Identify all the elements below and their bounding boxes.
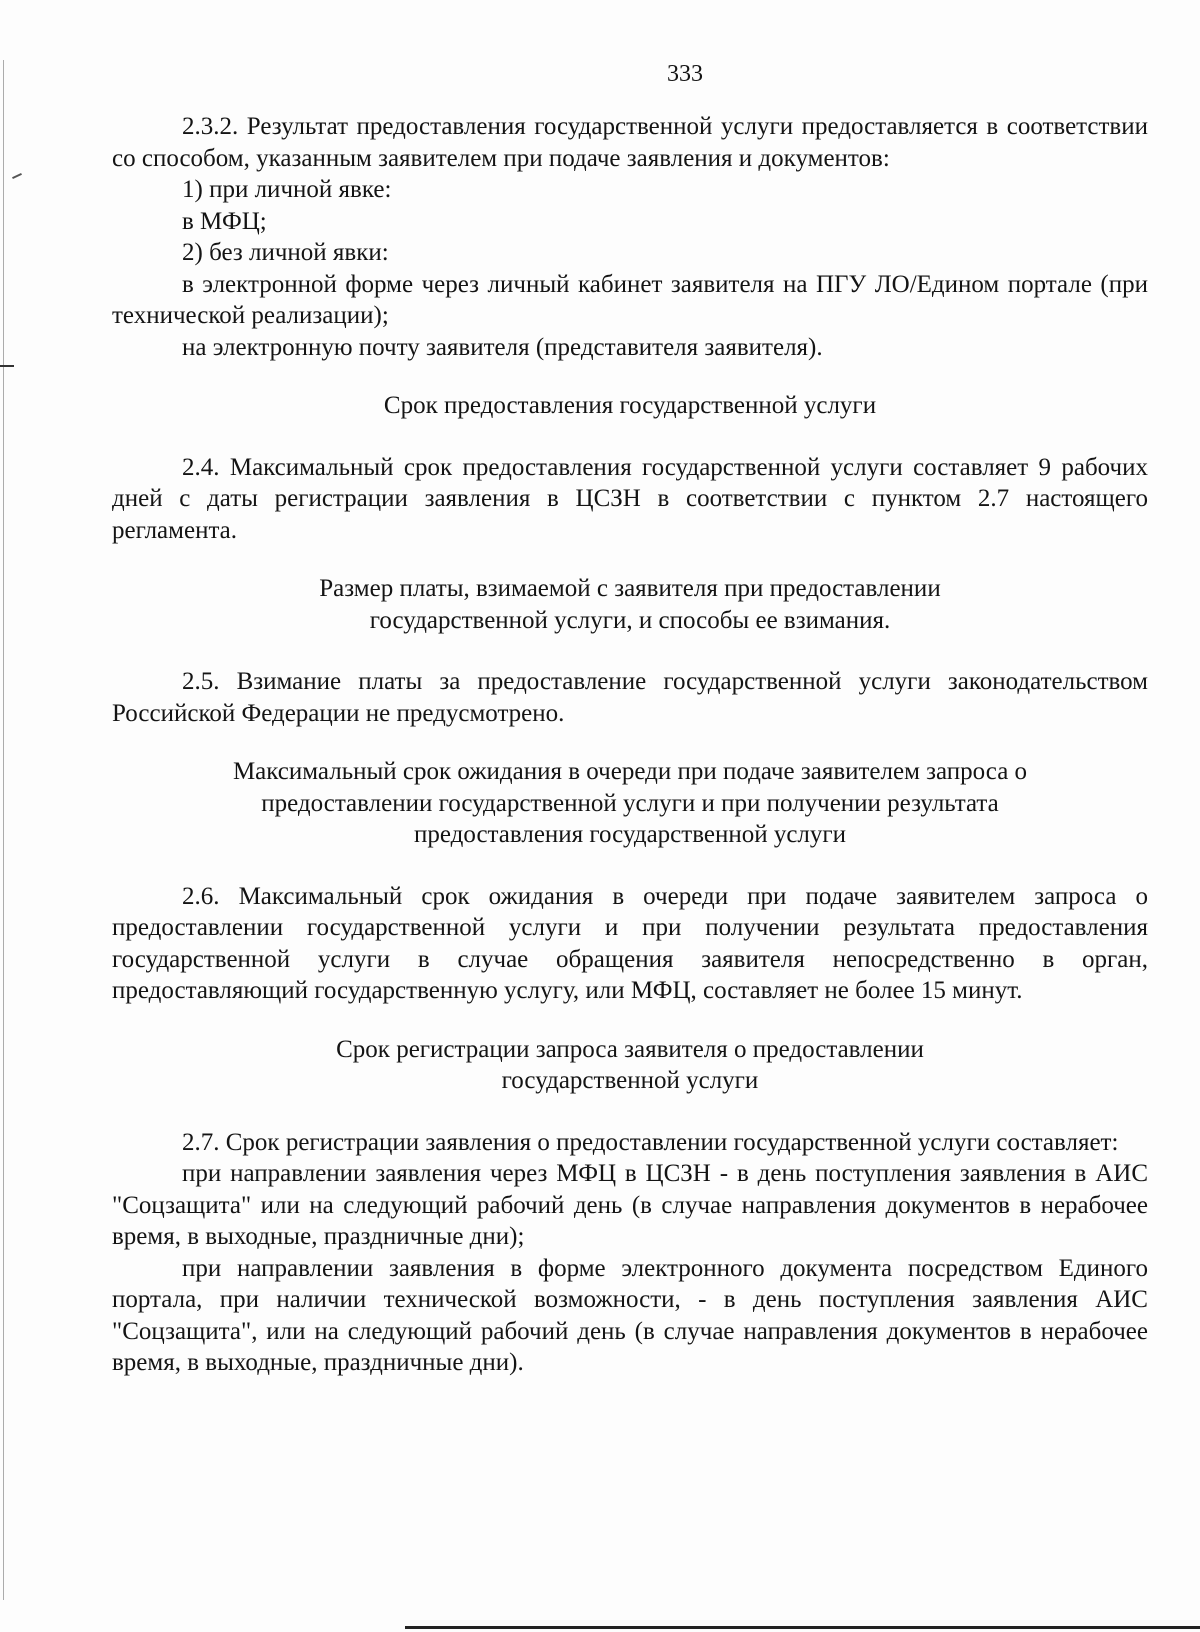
paragraph: 2.4. Максимальный срок предоставления государственной услуги составляет 9 рабочих дней с даты регистрации заявления в ЦСЗН в соответствии с пунктом 2.7 настоящего регламента. — [112, 453, 1148, 544]
section-heading-line: предоставления государственной услуги — [413, 821, 847, 848]
list-item: в МФЦ; — [182, 207, 267, 235]
section-heading-line: государственной услуги, и способы ее взимания. — [369, 606, 891, 634]
section-heading-line: Срок предоставления государственной услуги — [383, 392, 877, 419]
list-item: 1) при личной явке: — [182, 176, 392, 203]
section-heading — [112, 390, 1148, 422]
paragraph: в электронной форме через личный кабинет заявителя на ПГУ ЛО/Едином портале (при технической реализации); — [112, 270, 1148, 329]
section-heading — [112, 1034, 1148, 1097]
paragraph: 2.6. Максимальный срок ожидания в очереди при подаче заявителем запроса о предоставлении государственной услуги и при получении результата предоставления государственной услуги в случае обращения заявителя непосредственно в орган, предоставляющий государственную услугу, или МФЦ, составляет не более 15 минут. — [112, 882, 1148, 1004]
page-number: 333 — [667, 61, 703, 87]
section-heading-line: Срок регистрации запроса заявителя о предоставлении — [336, 1035, 924, 1063]
scan-left-edge — [3, 60, 4, 1600]
scan-bottom-line — [405, 1626, 1200, 1629]
paragraph: 2.5. Взимание платы за предоставление государственной услуги законодательством Российской Федерации не предусмотрено. — [112, 668, 1148, 727]
section-heading-line: Максимальный срок ожидания в очереди при подаче заявителем запроса о — [232, 758, 1028, 785]
scan-mark — [0, 365, 14, 367]
paragraph: 2.7. Срок регистрации заявления о предоставлении государственной услуги составляет: — [182, 1128, 1119, 1156]
section-heading — [112, 573, 1148, 636]
document-text — [112, 111, 1148, 1379]
scan-mark — [12, 173, 22, 179]
section-heading-line: предоставлении государственной услуги и при получении результата — [261, 789, 999, 817]
section-heading-line: государственной услуги — [501, 1067, 759, 1094]
paragraph: при направлении заявления через МФЦ в ЦСЗН - в день поступления заявления в АИС "Соцзащита" или на следующий рабочий день (в случае направления документов в нерабочее время, в выходные, праздничные дни); — [112, 1160, 1148, 1250]
paragraph: 2.3.2. Результат предоставления государственной услуги предоставляется в соответствии со способом, указанным заявителем при подаче заявления и документов: — [112, 113, 1148, 172]
section-heading-line: Размер платы, взимаемой с заявителя при предоставлении — [319, 575, 941, 602]
list-item: 2) без личной явки: — [182, 239, 389, 266]
paragraph: при направлении заявления в форме электронного документа посредством Единого портала, при наличии технической возможности, - в день поступления заявления АИС "Соцзащита", или на следующий рабочий день (в случае направления документов в нерабочее время, в выходные, праздничные дни). — [112, 1254, 1148, 1376]
document-body — [112, 58, 1148, 1379]
list-item: на электронную почту заявителя (представителя заявителя). — [182, 333, 823, 361]
section-heading — [112, 756, 1148, 851]
